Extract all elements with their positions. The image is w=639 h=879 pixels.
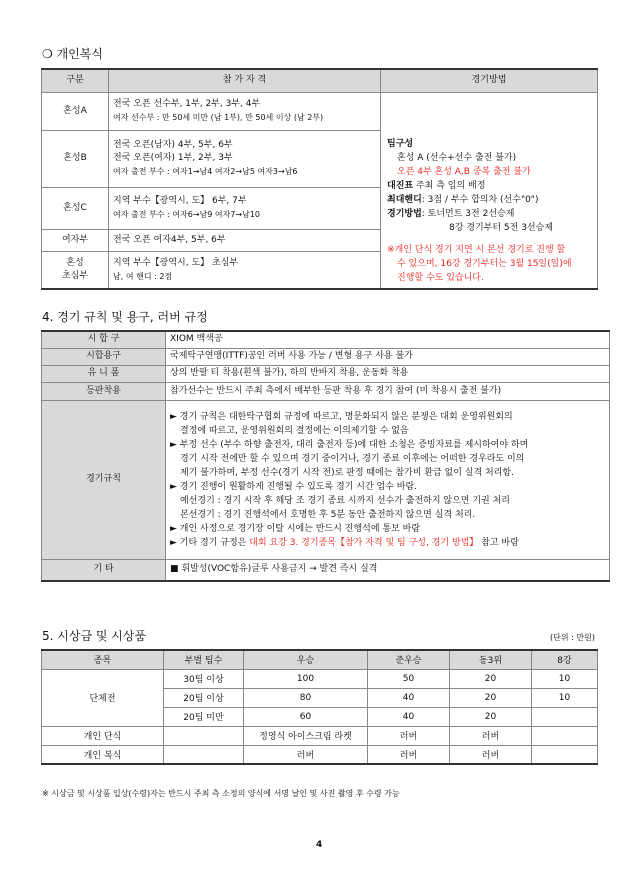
rules-table — [41, 330, 610, 582]
header-winner: 우승 — [244, 650, 368, 669]
table-row: 20팀 이상 80 40 20 10 — [42, 688, 598, 707]
header-third: 동3위 — [450, 650, 532, 669]
row-label: 혼성A — [42, 92, 109, 130]
etc-value: ■ 휘발성(VOC함유)글루 사용금지 → 발견 즉시 실격 — [166, 559, 610, 581]
eligibility-cell: 지역 부수【광역시, 도】 초심부 남, 여 핸디 : 2점 — [109, 251, 381, 289]
table-row: 20팀 미만 60 40 20 — [42, 707, 598, 726]
table-row: 개인 복식 러버 러버 러버 — [42, 745, 598, 764]
header-eligibility: 참 가 자 격 — [109, 69, 381, 92]
header-runner-up: 준우승 — [368, 650, 450, 669]
bib-label: 등판착용 — [42, 382, 166, 400]
rules-content: ► 경기 규칙은 대한탁구협회 규정에 따르고, 명문화되지 않은 분쟁은 대회 운영위원회의 결정에 따르고, 운영위원회의 결정에는 이의제기할 수 없음 ► 부정 선수 (부수 하향 출전자, 대리 출전자 등)에 대한 소청은 증빙자료를 제시하여야 하며 경기 시작 전에만 할 수 있으며 경기 중이거나, 경기 종료 이후에는 어떠한 경우라도 이의 제기 불가하며, 부정 선수(경기 시작 전)로 판정 때에는 참가비 환급 없이 실격 처리함. ► 경기 진행이 원활하게 진행될 수 있도록 경기 시간 엄수 바람. 예선경기 : 경기 시작 후 해당 조 경기 종료 시까지 선수가 출전하지 않으면 기권 처리 본선경기 : 경기 진행석에서 호명한 후 5분 동안 출전하지 않으면 실격 처리. ► 개인 사정으로 경기장 이탈 시에는 반드시 진행석에 통보 바람 ► 기타 경기 규정은 대회 요강 3. 경기종목【참가 자격 및 팀 구성, 경기 방법】 참고 바람 — [166, 400, 610, 559]
rules-label: 경기규칙 — [42, 400, 166, 559]
eligibility-cell: 전국 오픈 선수부, 1부, 2부, 3부, 4부 여자 선수부 : 만 50세 미만 (남 1부), 만 50세 이상 (남 2부) — [109, 92, 381, 130]
circle-bullet-icon: ❍ — [42, 47, 53, 61]
section-title-rules: 4. 경기 규칙 및 용구, 러버 규정 — [42, 310, 208, 324]
row-label: 혼성 초심부 — [42, 251, 109, 289]
individual-doubles-table — [41, 68, 598, 290]
table-row: 개인 단식 정영식 아이스크림 라켓 러버 러버 — [42, 726, 598, 745]
header-category: 구분 — [42, 69, 109, 92]
header-event: 종목 — [42, 650, 164, 669]
prize-table — [41, 649, 598, 765]
header-method: 경기방법 — [381, 69, 598, 92]
bib-value: 참가선수는 반드시 주최 측에서 배부한 등판 착용 후 경기 참여 (미 착용시 출전 불가) — [166, 382, 610, 400]
uniform-value: 상의 반팔 티 착용(흰색 불가), 하의 반바지 착용, 운동화 착용 — [166, 365, 610, 382]
eligibility-cell: 지역 부수【광역시, 도】 6부, 7부 여자 출전 부수 : 여자6→남9 여자7→남10 — [109, 187, 381, 229]
section-title-individual-doubles: ❍ 개인복식 — [42, 47, 103, 61]
header-quarterfinal: 8강 — [532, 650, 598, 669]
equipment-value: 국제탁구연맹(ITTF)공인 러버 사용 가능 / 변형 용구 사용 불가 — [166, 348, 610, 365]
uniform-label: 유 니 폼 — [42, 365, 166, 382]
row-label: 혼성C — [42, 187, 109, 229]
eligibility-cell: 전국 오픈 여자4부, 5부, 6부 — [109, 229, 381, 251]
row-label: 여자부 — [42, 229, 109, 251]
ball-label: 시 합 구 — [42, 331, 166, 348]
method-cell: 팀구성 혼성 A (선수+선수 출전 불가) 오픈 4부 혼성 A,B 중복 출전 불가 대진표 주최 측 임의 배정 최대핸디: 3점 / 부수 합의차 (선수"0") 경기방법: 토너먼트 3전 2선승제 8강 경기부터 5전 3선승제 ※개인 단식 경기 지연 시 본선 경기로 진행 할 수 있으며, 16강 경기부터는 3월 15일(일)에 진행할 수도 있습니다. — [381, 92, 598, 289]
table-row — [42, 92, 598, 130]
equipment-label: 시합용구 — [42, 348, 166, 365]
etc-label: 기 타 — [42, 559, 166, 581]
unit-note: (단위 : 만원) — [550, 633, 595, 642]
row-label: 혼성B — [42, 130, 109, 187]
header-teams: 부별 팀수 — [164, 650, 244, 669]
team-event-label: 단체전 — [42, 669, 164, 726]
ball-value: XIOM 백색공 — [166, 331, 610, 348]
footnote: ※ 시상금 및 시상품 입상(수령)자는 반드시 주최 측 소정의 양식에 서명 날인 및 사진 촬영 후 수령 가능 — [42, 789, 400, 798]
page-number: 4 — [316, 840, 323, 850]
section-title-prizes: 5. 시상금 및 시상품 — [42, 629, 147, 643]
table-row: 단체전 30팀 이상 100 50 20 10 — [42, 669, 598, 688]
eligibility-cell: 전국 오픈(남자) 4부, 5부, 6부 전국 오픈(여자) 1부, 2부, 3부 여자 출전 부수 : 여자1→남4 여자2→남5 여자3→남6 — [109, 130, 381, 187]
